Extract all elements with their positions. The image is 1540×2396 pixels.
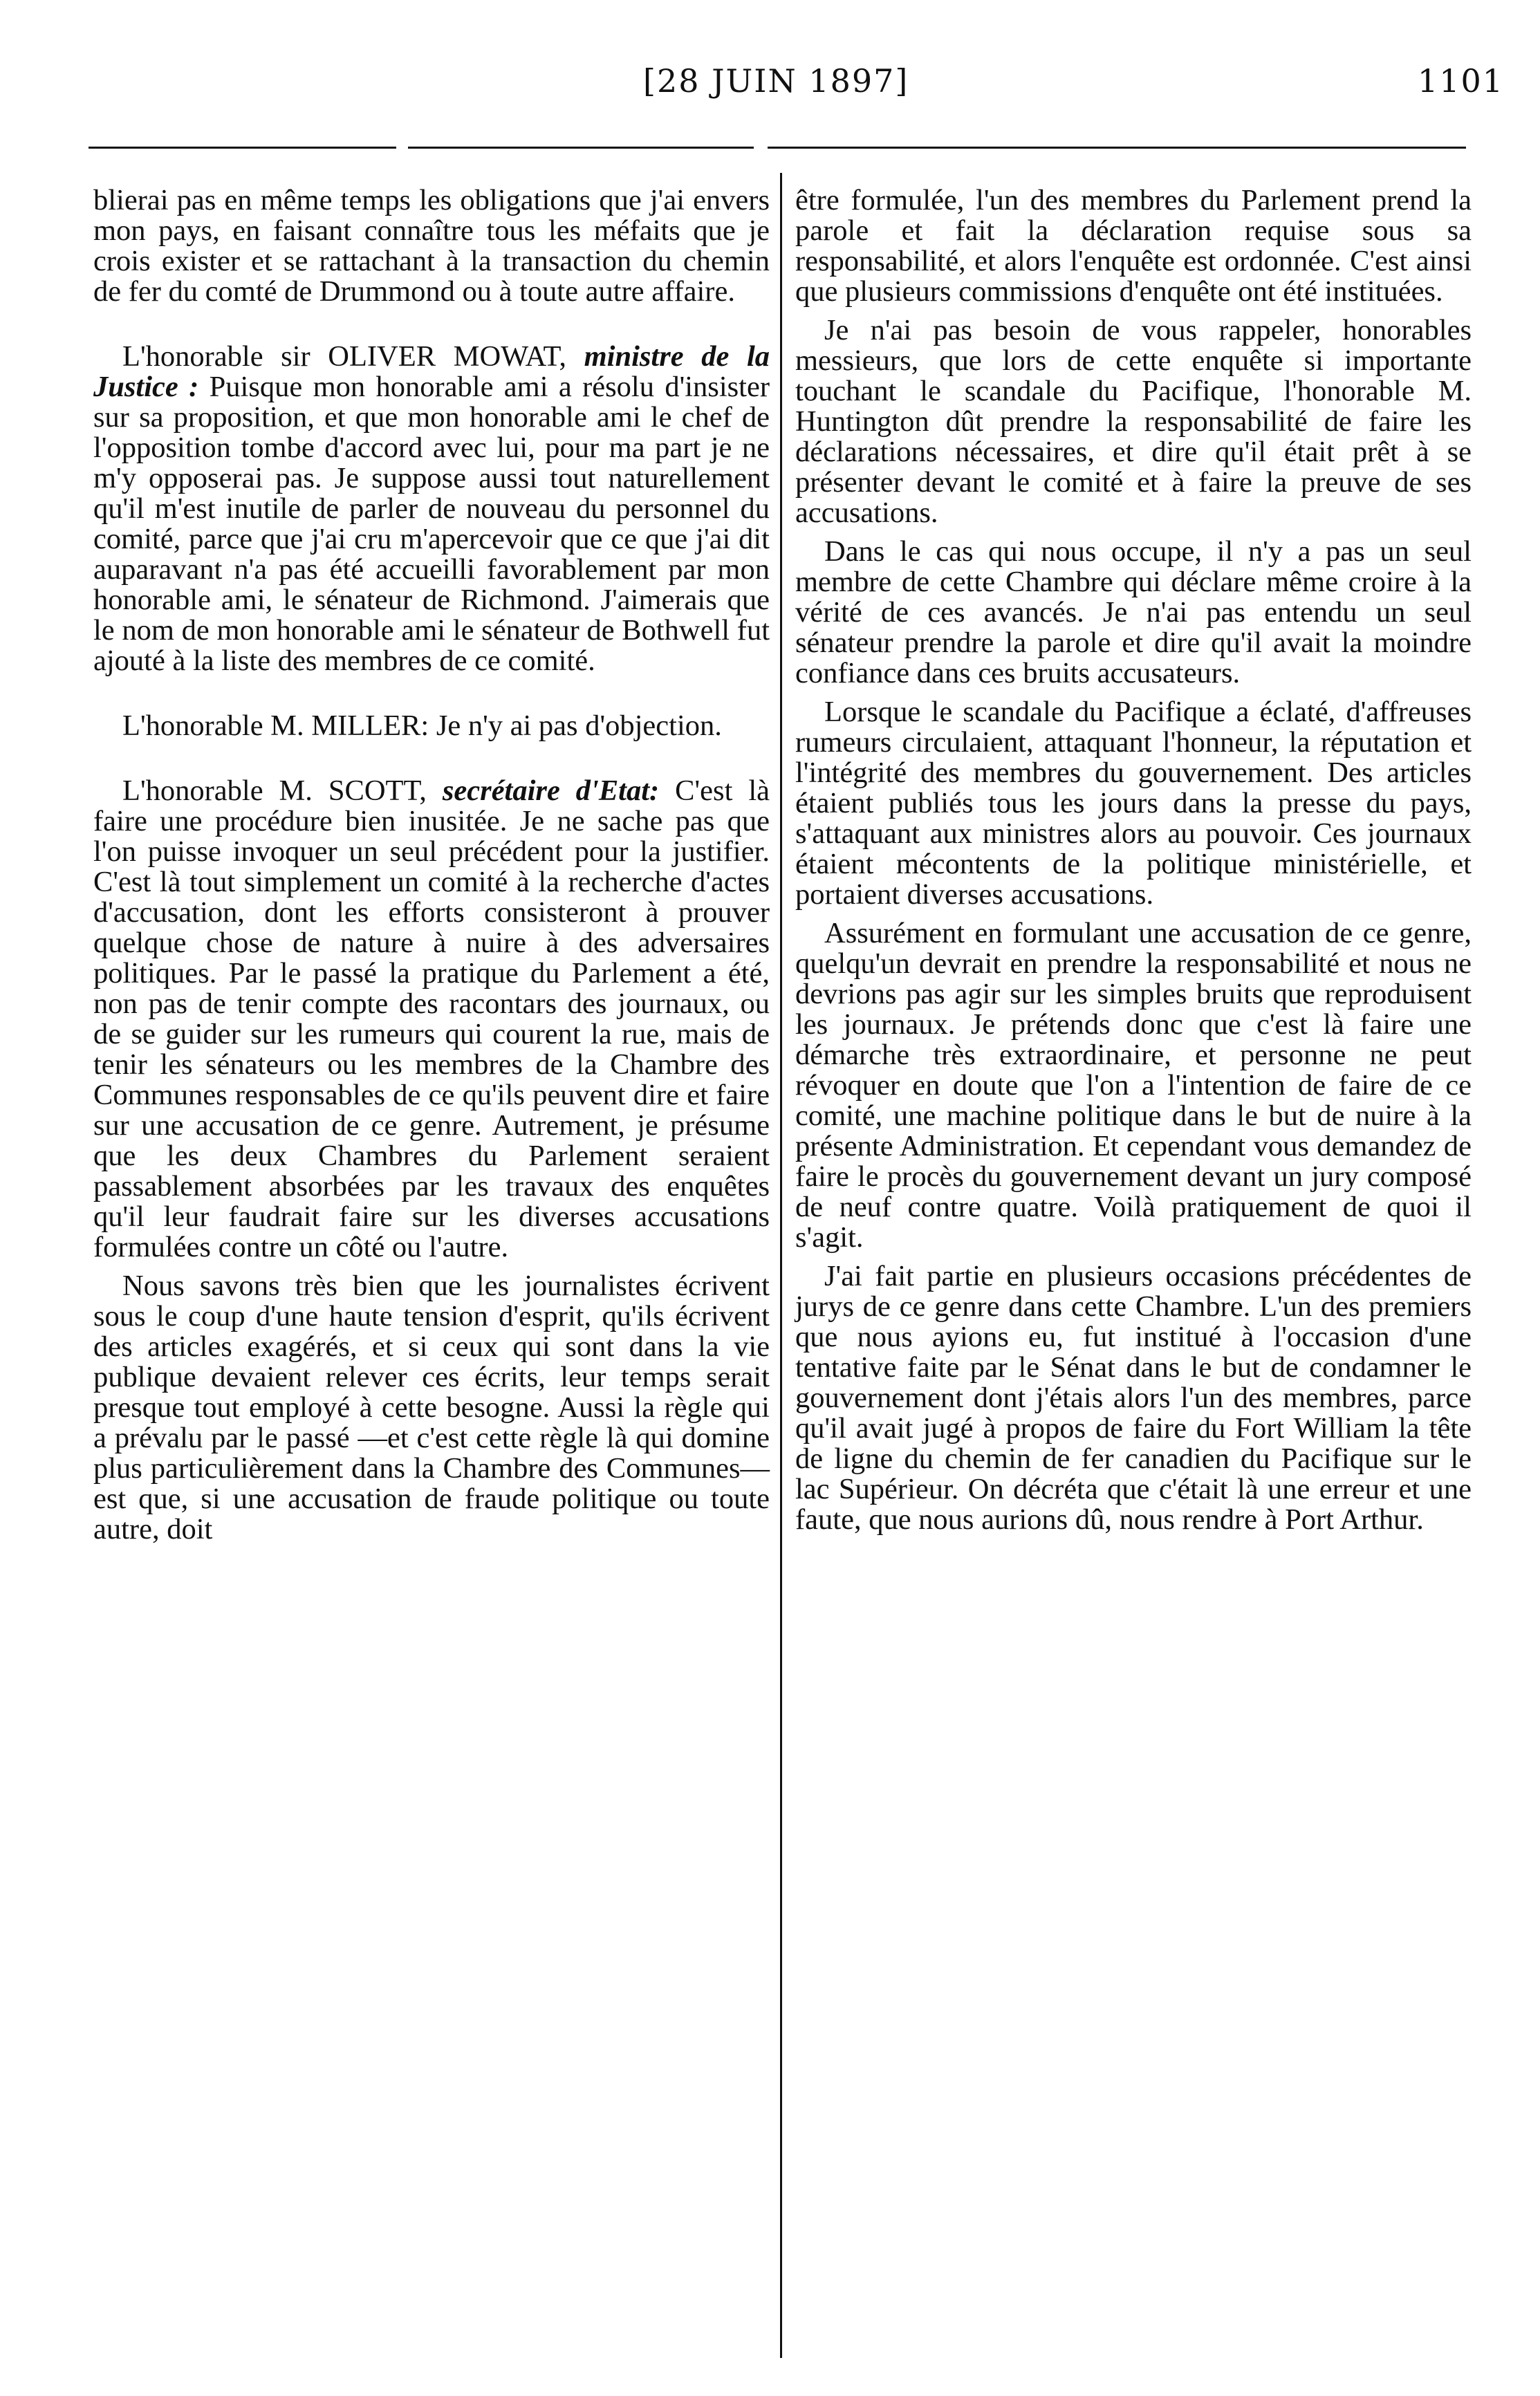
paragraph: blierai pas en même temps les obligations que j'ai envers mon pays, en faisant connaître tous les méfaits que je crois exister et se rattachant à la transaction du chemin de fer du comté de Drummond ou à toute autre affaire.	[93, 184, 770, 308]
paragraph: Assurément en formulant une accusation de ce genre, quelqu'un devrait en prendre la responsabilité et nous ne devrions pas agir sur les simples bruits que reproduisent les journaux. Je prétends donc que c'est là faire une démarche très extraordinaire, et personne ne peut révoquer en doute que l'on a l'intention de faire de ce comité, une machine politique dans le but de nuire à la présente Administration. Et cependant vous demandez de faire le procès du gouvernement devant un jury composé de neuf contre quatre. Voilà pratiquement de quoi il s'agit.	[795, 917, 1472, 1254]
speech-text: Puisque mon honorable ami a résolu d'insister sur sa proposition, et que mon honorable ami le chef de l'opposition tombe d'accord avec lui, pour ma part je ne m'y opposerai pas. Je suppose aussi tout naturellement qu'il m'est inutile de parler de nouveau du personnel du comité, parce que j'ai cru m'apercevoir que ce que j'ai dit auparavant n'a pas été accueilli favorablement par mon honorable ami, le sénateur de Richmond. J'aimerais que le nom de mon honorable ami le sénateur de Bothwell fut ajouté à la liste des membres de ce comité.	[93, 371, 770, 677]
left-column	[93, 185, 770, 1545]
speech-text: C'est là faire une procédure bien inusitée. Je ne sache pas que l'on puisse invoquer un seul précédent pour la justifier. C'est là tout simplement un comité à la recherche d'actes d'accusation, dont les efforts consisteront à prouver quelque chose de nature à nuire à des adversaires politiques. Par le passé la pratique du Parlement a été, non pas de tenir compte des racontars des journaux, ou de se guider sur les rumeurs qui courent la rue, mais de tenir les sénateurs ou les membres de la Chambre des Communes responsables de ce qu'ils peuvent dire et faire sur une accusation de ce genre. Autrement, je présume que les deux Chambres du Parlement seraient passablement absorbées par les travaux des enquêtes qu'il leur faudrait faire sur les diverses accusations formulées contre un côté ou l'autre.	[93, 774, 770, 1263]
speech-scott	[93, 776, 770, 1263]
speaker-name: L'honorable sir OLIVER MOWAT,	[122, 340, 566, 373]
header-rule-middle	[408, 147, 754, 149]
page-number: 1101	[1418, 62, 1505, 100]
speech-mowat	[93, 342, 770, 676]
speech-text: Je n'y ai pas d'objection.	[436, 709, 722, 742]
header-rule-left	[89, 147, 396, 149]
paragraph: être formulée, l'un des membres du Parlement prend la parole et fait la déclaration requise sous sa responsabilité, et alors l'enquête est ordonnée. C'est ainsi que plusieurs commissions d'enquête ont été instituées.	[795, 184, 1472, 308]
header-date: [28 JUIN 1897]	[643, 62, 909, 100]
speech-miller	[93, 711, 770, 741]
right-column	[795, 185, 1472, 1535]
header-rule-right	[768, 147, 1466, 149]
speaker-name: L'honorable M. SCOTT,	[122, 774, 427, 807]
speaker-role: ministre de la Justice :	[93, 340, 770, 403]
paragraph: Je n'ai pas besoin de vous rappeler, honorables messieurs, que lors de cette enquête si importante touchant le scandale du Pacifique, l'honorable M. Huntington dût prendre la responsabilité de faire les déclarations nécessaires, et dire qu'il était prêt à se présenter devant le comité et à faire la preuve de ses accusations.	[795, 314, 1472, 529]
paragraph: J'ai fait partie en plusieurs occasions précédentes de jurys de ce genre dans cette Chambre. L'un des premiers que nous ayions eu, fut institué à l'occasion d'une tentative faite par le Sénat dans le but de condamner le gouvernement dont j'étais alors l'un des membres, parce qu'il avait jugé à propos de faire du Fort William la tête de ligne du chemin de fer canadien du Pacifique sur le lac Supérieur. On décréta que c'était là une erreur et une faute, que nous aurions dû, nous rendre à Port Arthur.	[795, 1260, 1472, 1536]
speaker-role: secrétaire d'Etat:	[442, 774, 660, 807]
page-header	[0, 35, 1540, 111]
paragraph: Dans le cas qui nous occupe, il n'y a pas un seul membre de cette Chambre qui déclare même croire à la vérité de ces avancés. Je n'ai pas entendu un seul sénateur prendre la parole et dire qu'il avait la moindre confiance dans ces bruits accusateurs.	[795, 535, 1472, 689]
speaker-name: L'honorable M. MILLER:	[122, 709, 429, 742]
column-divider	[780, 173, 782, 2358]
paragraph: Lorsque le scandale du Pacifique a éclaté, d'affreuses rumeurs circulaient, attaquant l'honneur, la réputation et l'intégrité des membres du gouvernement. Des articles étaient publiés tous les jours dans la presse du pays, s'attaquant aux ministres alors au pouvoir. Ces journaux étaient mécontents de la politique ministérielle, et portaient diverses accusations.	[795, 696, 1472, 911]
paragraph: Nous savons très bien que les journalistes écrivent sous le coup d'une haute tension d'esprit, qu'ils écrivent des articles exagérés, et si ceux qui sont dans la vie publique devaient relever ces écrits, leur temps serait presque tout employé à cette besogne. Aussi la règle qui a prévalu par le passé —et c'est cette règle là qui domine plus particulièrement dans la Chambre des Communes—est que, si une accusation de fraude politique ou toute autre, doit	[93, 1270, 770, 1545]
